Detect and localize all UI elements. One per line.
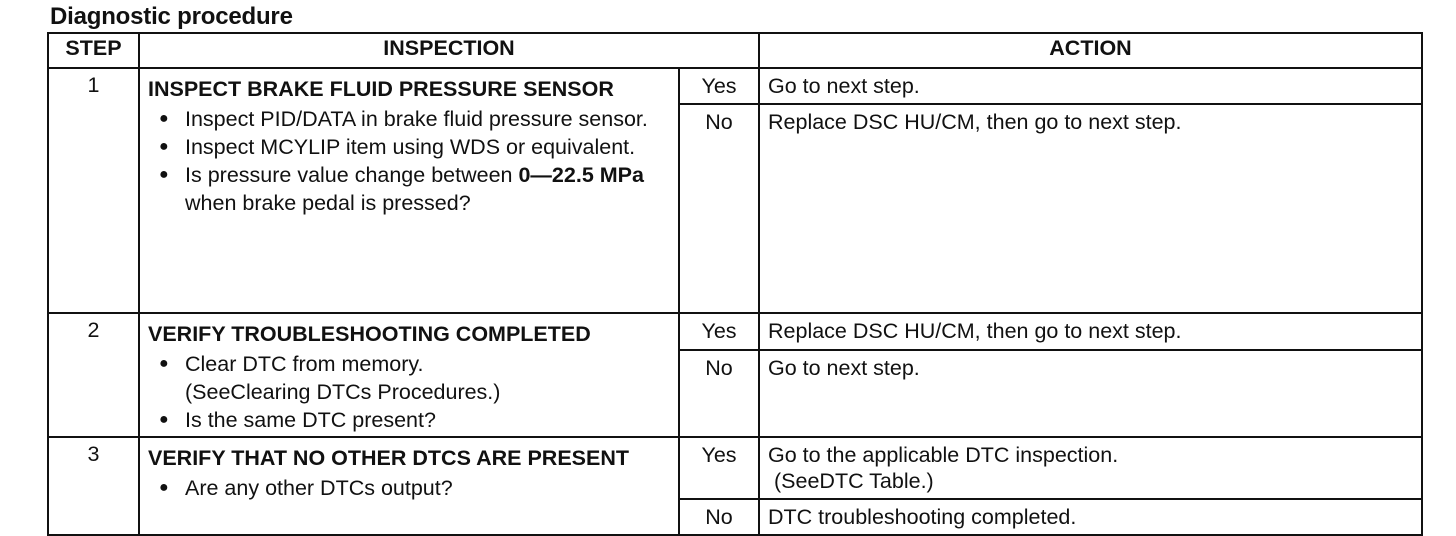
list-item-text: Is pressure value change between (185, 163, 519, 187)
list-item-text: Clear DTC from memory. (185, 351, 424, 376)
diagnostic-table (47, 32, 1423, 536)
inspection-title: VERIFY TROUBLESHOOTING COMPLETED (148, 321, 591, 346)
action-text: Replace DSC HU/CM, then go to next step. (759, 313, 1422, 350)
inspection-list (148, 474, 670, 502)
bullet-icon: ● (159, 110, 169, 127)
list-item (148, 161, 670, 217)
action-text: DTC troubleshooting completed. (759, 499, 1422, 535)
list-item-subtext: (SeeClearing DTCs Procedures.) (185, 379, 501, 404)
table-row (48, 313, 1422, 350)
inspection-list (148, 350, 670, 434)
step-number: 2 (48, 313, 139, 437)
answer-yes: Yes (679, 437, 759, 499)
action-text: Go to next step. (759, 68, 1422, 104)
inspection-cell (139, 313, 679, 437)
answer-no: No (679, 350, 759, 437)
action-text: Go to next step. (759, 350, 1422, 437)
list-item (148, 406, 670, 434)
bullet-icon: ● (159, 410, 169, 428)
table-row (48, 437, 1422, 499)
header-row (48, 33, 1422, 68)
inspection-cell (139, 437, 679, 535)
list-item (148, 350, 670, 406)
answer-no: No (679, 499, 759, 535)
list-item (148, 474, 670, 502)
header-step: STEP (48, 33, 139, 68)
page-title: Diagnostic procedure (50, 3, 293, 30)
bullet-icon: ● (159, 138, 169, 155)
answer-yes: Yes (679, 313, 759, 350)
list-item (148, 105, 670, 133)
bullet-icon: ● (159, 166, 169, 183)
pressure-range: 0—22.5 MPa (518, 163, 644, 187)
bullet-icon: ● (159, 354, 169, 372)
action-text (759, 437, 1422, 499)
bullet-icon: ● (159, 478, 169, 496)
step-number: 3 (48, 437, 139, 535)
inspection-cell (139, 68, 679, 313)
answer-yes: Yes (679, 68, 759, 104)
step-number: 1 (48, 68, 139, 313)
action-text: Replace DSC HU/CM, then go to next step. (759, 104, 1422, 313)
list-item-text: Is the same DTC present? (185, 407, 436, 432)
answer-no: No (679, 104, 759, 313)
action-line: (SeeDTC Table.) (774, 468, 934, 493)
header-action: ACTION (759, 33, 1422, 68)
list-item-text: Inspect PID/DATA in brake fluid pressure sensor. (185, 107, 648, 131)
list-item-text: when brake pedal is pressed? (185, 191, 471, 215)
inspection-title: INSPECT BRAKE FLUID PRESSURE SENSOR (148, 77, 614, 101)
header-inspection: INSPECTION (139, 33, 759, 68)
action-line: Go to the applicable DTC inspection. (768, 442, 1119, 467)
list-item-text: Inspect MCYLIP item using WDS or equivalent. (185, 135, 636, 159)
inspection-list (148, 105, 670, 217)
inspection-title: VERIFY THAT NO OTHER DTCS ARE PRESENT (148, 445, 629, 470)
list-item-text: Are any other DTCs output? (185, 475, 453, 500)
list-item (148, 133, 670, 161)
table-row (48, 68, 1422, 104)
